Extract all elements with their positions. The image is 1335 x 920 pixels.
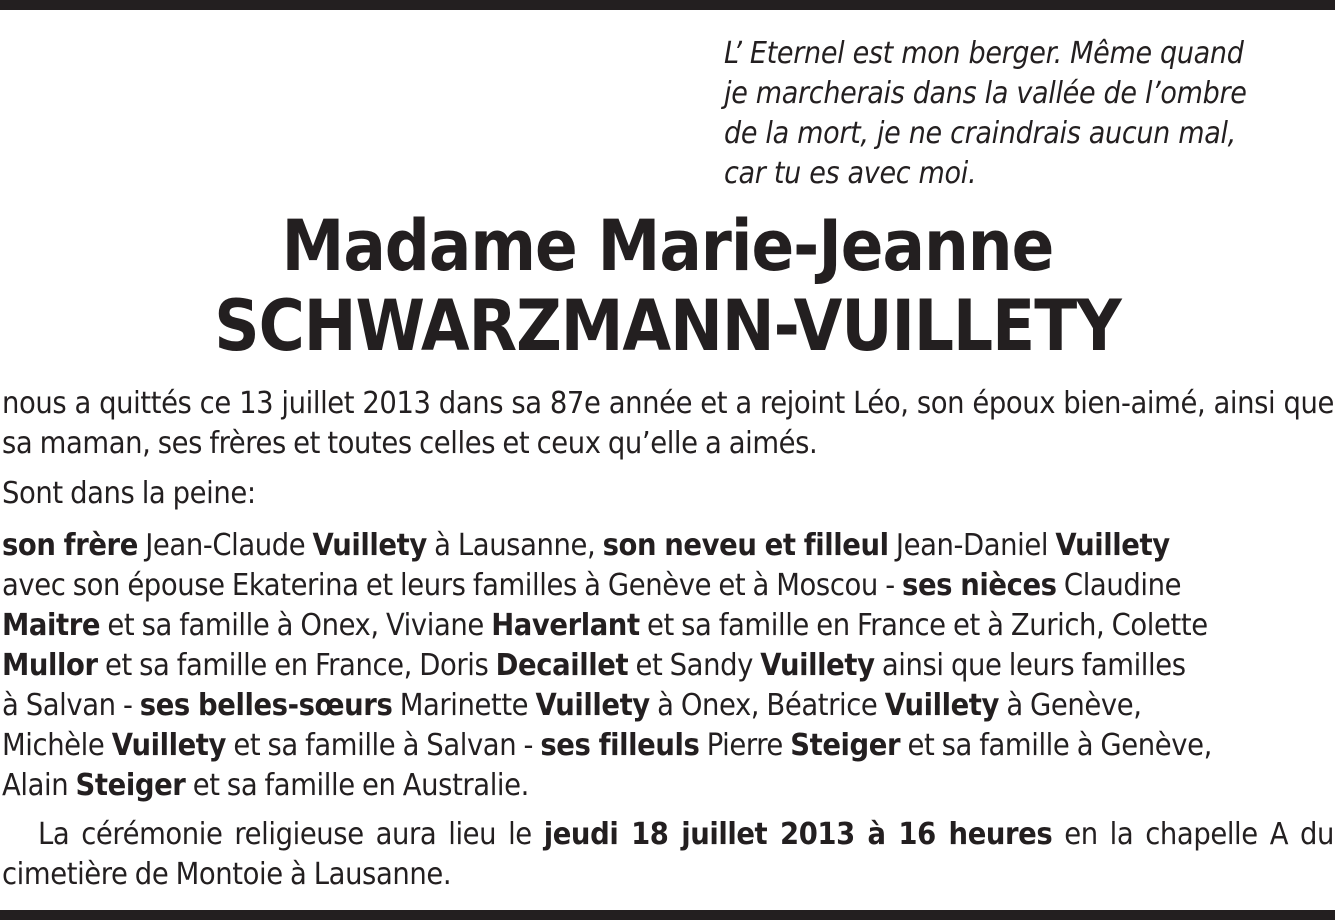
death-announcement-paragraph: nous a quittés ce 13 juillet 2013 dans sa 87e année et a rejoint Léo, son époux bien-aimé, ainsi que sa maman, ses frères et toutes celles et ceux qu’elle a aimés. xyxy=(2,386,1334,461)
family-text: et sa famille à Onex, Viviane xyxy=(100,608,492,643)
family-text: et sa famille en France et à Zurich, Colette xyxy=(639,608,1208,643)
family-text: Michèle xyxy=(2,728,112,763)
family-line-2 xyxy=(2,566,1334,606)
surname: Decaillet xyxy=(495,648,629,683)
family-text: à Genève, xyxy=(999,688,1142,723)
relation-label: son neveu et filleul xyxy=(602,528,889,563)
deceased-name-line-2: SCHWARZMANN-VUILLETY xyxy=(214,285,1121,367)
family-line-5 xyxy=(2,686,1334,726)
surname: Mullor xyxy=(2,648,98,683)
family-list-paragraph xyxy=(2,526,1334,806)
ceremony-location-text: en la chapelle A du cimetière de Montoie à Lausanne. xyxy=(2,817,1334,892)
surname: Vuillety xyxy=(884,688,1000,723)
ceremony-text: La cérémonie religieuse aura lieu le xyxy=(38,817,544,852)
surname: Maitre xyxy=(2,608,101,643)
top-border-rule xyxy=(0,0,1335,10)
family-text: Alain xyxy=(2,768,76,803)
epigraph-quote: L’ Eternel est mon berger. Même quand je marcherais dans la vallée de l’ombre de la mort, je ne craindrais aucun mal, car tu es avec moi. xyxy=(724,36,1247,191)
family-text: et sa famille à Genève, xyxy=(900,728,1212,763)
surname: Steiger xyxy=(75,768,186,803)
deceased-name-line-1: Madame Marie-Jeanne xyxy=(281,205,1054,287)
family-line-7 xyxy=(2,766,1334,806)
family-text: et Sandy xyxy=(628,648,761,683)
family-text: Marinette xyxy=(392,688,536,723)
relation-label: ses nièces xyxy=(902,568,1057,603)
family-text: Pierre xyxy=(699,728,791,763)
bottom-border-rule xyxy=(0,910,1335,920)
mourners-heading: Sont dans la peine: xyxy=(2,476,256,511)
family-text: à Lausanne, xyxy=(426,528,603,563)
family-text: et sa famille en Australie. xyxy=(185,768,529,803)
relation-label: ses belles-sœurs xyxy=(139,688,393,723)
family-text: et sa famille en France, Doris xyxy=(97,648,496,683)
family-line-3 xyxy=(2,606,1334,646)
surname: Haverlant xyxy=(491,608,640,643)
deceased-name xyxy=(0,206,1335,366)
family-line-4 xyxy=(2,646,1334,686)
family-line-1 xyxy=(2,526,1334,566)
family-text: et sa famille à Salvan - xyxy=(226,728,541,763)
family-line-6 xyxy=(2,726,1334,766)
surname: Vuillety xyxy=(760,648,875,683)
surname: Vuillety xyxy=(535,688,650,723)
family-text: à Salvan - xyxy=(2,688,140,723)
ceremony-date-time: jeudi 18 juillet 2013 à 16 heures xyxy=(543,817,1053,852)
family-text: ainsi que leurs familles xyxy=(874,648,1186,683)
surname: Vuillety xyxy=(111,728,227,763)
family-text: à Onex, Béatrice xyxy=(649,688,885,723)
family-text: Jean-Claude xyxy=(137,528,313,563)
surname: Vuillety xyxy=(312,528,427,563)
surname: Steiger xyxy=(790,728,901,763)
family-text: Claudine xyxy=(1056,568,1182,603)
family-text: avec son épouse Ekaterina et leurs familles à Genève et à Moscou - xyxy=(2,568,903,603)
relation-label: son frère xyxy=(2,528,138,563)
family-text: Jean-Daniel xyxy=(888,528,1056,563)
surname: Vuillety xyxy=(1055,528,1170,563)
ceremony-paragraph xyxy=(2,815,1334,895)
relation-label: ses filleuls xyxy=(540,728,700,763)
